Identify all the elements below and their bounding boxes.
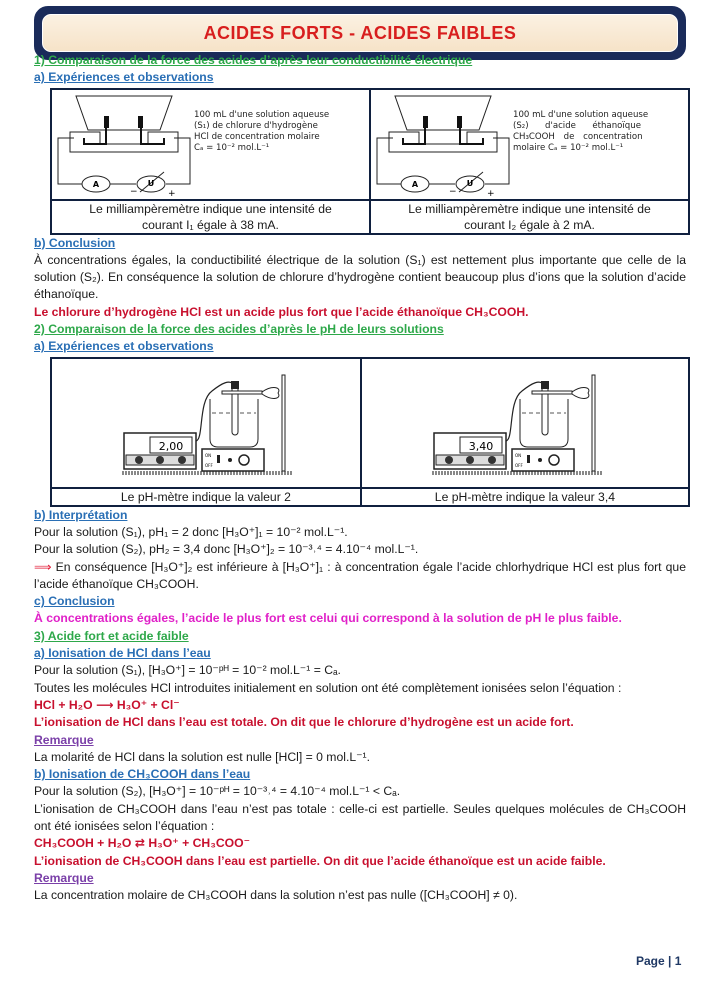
- section-1-heading: 1) Comparaison de la force des acides d’après leur conductibilité électrique: [34, 53, 473, 67]
- support-stand: [592, 375, 595, 471]
- implies-arrow-icon: ⟹: [34, 559, 52, 574]
- knob: [466, 456, 474, 464]
- voltmeter-label: U: [147, 178, 155, 188]
- ammeter-label: A: [92, 179, 100, 189]
- ph-meter-reading: 2,00: [158, 439, 184, 453]
- knob: [135, 456, 143, 464]
- caption-line: courant I₂ égale à 2 mA.: [464, 217, 595, 232]
- knob: [488, 456, 496, 464]
- probe-clamp: [532, 391, 572, 394]
- experiment-1-caption: [51, 200, 370, 234]
- plus-sign: +: [487, 188, 495, 197]
- hcl-equation: HCl + H₂O ⟶ H₃O⁺ + Cl⁻: [34, 697, 180, 712]
- desc-line: Cₐ = 10⁻² mol.L⁻¹: [194, 142, 270, 153]
- section-2b-heading: b) Interprétation: [34, 507, 128, 522]
- knob: [156, 456, 164, 464]
- acetic-line-2: L’ionisation de CH₃COOH dans l’eau n’est pas totale : celle-ci est partielle. Seules quelques molécules de CH₃COOH ont été ionisées selon l’équation :: [34, 801, 686, 834]
- clamp-holder: [572, 387, 589, 398]
- desc-line: (S₁) de chlorure d'hydrogène: [194, 120, 318, 131]
- electrolysis-vessel: [70, 132, 178, 152]
- ammeter-label: A: [411, 179, 419, 189]
- electrode-top-left: [423, 116, 428, 128]
- indicator-light: [228, 458, 232, 462]
- ph-probe-cap: [541, 381, 549, 389]
- section-3b-heading: b) Ionisation de CH₃COOH dans l’eau: [34, 767, 251, 782]
- knob: [445, 456, 453, 464]
- knob: [178, 456, 186, 464]
- stirrer-knob: [239, 455, 249, 465]
- hcl-line-1: Pour la solution (S₁), [H₃O⁺] = 10⁻ᵖᴴ = 10⁻² mol.L⁻¹ = Cₐ.: [34, 663, 341, 678]
- conductivity-circuit-diagram-2: [373, 92, 513, 197]
- section-2-conclusion: À concentrations égales, l’acide le plus fort est celui qui correspond à la solution de pH le plus faible.: [34, 611, 622, 626]
- section-1a-heading: a) Expériences et observations: [34, 70, 214, 85]
- off-label: OFF: [514, 462, 523, 468]
- ph-meter-setup-2: [432, 361, 612, 485]
- power-switch: [527, 455, 530, 463]
- remark-heading-2: Remarque: [34, 870, 94, 885]
- clamp-holder: [262, 387, 279, 398]
- interpretation-line-2: Pour la solution (S₂), pH₂ = 3,4 donc [H₃O⁺]₂ = 10⁻³˒⁴ = 4.10⁻⁴ mol.L⁻¹.: [34, 542, 419, 557]
- power-switch: [217, 455, 220, 463]
- desc-line: HCl de concentration molaire: [194, 131, 320, 142]
- ph-experiments-table: [50, 357, 690, 507]
- experiment-1-description: [194, 110, 346, 154]
- desc-line: CH₃COOH de concentration: [513, 131, 643, 142]
- caption-line: Le milliampèremètre indique une intensité de: [89, 201, 332, 216]
- interpretation-line-3-text: En conséquence [H₃O⁺]₂ est inférieure à [H₃O⁺]₁ : à concentration égale l’acide chlorhydrique HCl est plus fort que l’acide éthanoïque CH₃COOH.: [34, 559, 686, 591]
- conductivity-circuit-diagram-1: [54, 92, 194, 197]
- remark-1-text: La molarité de HCl dans la solution est nulle [HCl] = 0 mol.L⁻¹.: [34, 749, 370, 764]
- ph-meter-setup-1: [122, 361, 302, 485]
- interpretation-line-1: Pour la solution (S₁), pH₁ = 2 donc [H₃O⁺]₁ = 10⁻² mol.L⁻¹.: [34, 524, 348, 539]
- section-3-heading: 3) Acide fort et acide faible: [34, 628, 189, 643]
- electrode-top-left: [104, 116, 109, 128]
- ph-experiment-1-figure: [51, 358, 361, 488]
- page-title: ACIDES FORTS - ACIDES FAIBLES: [203, 22, 517, 43]
- section-2-heading: 2) Comparaison de la force des acides d’après le pH de leurs solutions: [34, 322, 444, 337]
- electrode-holder: [395, 96, 491, 130]
- plus-sign: +: [168, 188, 176, 197]
- experiment-2-figure: [370, 89, 689, 200]
- desc-line: 100 mL d'une solution aqueuse: [194, 109, 330, 120]
- on-label: ON: [514, 452, 521, 458]
- probe-clamp: [222, 391, 262, 394]
- acetic-conclusion: L’ionisation de CH₃COOH dans l’eau est partielle. On dit que l’acide éthanoïque est un acide faible.: [34, 853, 606, 868]
- electrode-holder: [76, 96, 172, 130]
- electrode-top-right: [138, 116, 143, 128]
- section-2c-heading: c) Conclusion: [34, 594, 115, 609]
- experiment-1-figure: [51, 89, 370, 200]
- minus-sign: −: [130, 186, 138, 197]
- section-3a-heading: a) Ionisation de HCl dans l’eau: [34, 646, 211, 661]
- experiment-2-caption: [370, 200, 689, 234]
- on-label: ON: [205, 452, 212, 458]
- electrode-top-right: [457, 116, 462, 128]
- page-number: Page | 1: [636, 954, 682, 968]
- support-stand: [282, 375, 285, 471]
- ph-meter-reading: 3,40: [468, 439, 494, 453]
- hcl-line-2: Toutes les molécules HCl introduites initialement en solution ont été complètement ionisées selon l’équation :: [34, 680, 622, 695]
- voltmeter-label: U: [466, 178, 474, 188]
- caption-line: Le milliampèremètre indique une intensité de: [408, 201, 651, 216]
- interpretation-line-3: [34, 559, 686, 594]
- off-label: OFF: [205, 462, 213, 468]
- desc-line: 100 mL d'une solution aqueuse: [513, 109, 649, 120]
- content: [34, 52, 686, 905]
- minus-sign: −: [449, 186, 457, 197]
- ph-experiment-2-figure: [361, 358, 689, 488]
- ph-probe-cap: [231, 381, 239, 389]
- desc-line: (S₂) d'acide éthanoïque: [513, 120, 641, 131]
- desc-line: molaire Cₐ = 10⁻² mol.L⁻¹: [513, 142, 624, 153]
- conductivity-experiments-table: [50, 88, 690, 235]
- ph-experiment-2-caption: Le pH-mètre indique la valeur 3,4: [361, 488, 689, 506]
- electrolysis-vessel: [389, 132, 497, 152]
- hcl-conclusion: L’ionisation de HCl dans l’eau est totale. On dit que le chlorure d’hydrogène est un acide fort.: [34, 715, 574, 730]
- section-1b-heading: b) Conclusion: [34, 235, 116, 250]
- section-1-conclusion-text: À concentrations égales, la conductibilité électrique de la solution (S₁) est nettement plus importante que celle de la solution (S₂). En conséquence la solution de chlorure d’hydrogène contient beaucoup plus d’ions que la solution d’acide éthanoïque.: [34, 252, 686, 302]
- ph-experiment-1-caption: Le pH-mètre indique la valeur 2: [51, 488, 361, 506]
- title-banner-inner: [42, 14, 678, 52]
- section-1-conclusion-bold: Le chlorure d’hydrogène HCl est un acide plus fort que l’acide éthanoïque CH₃COOH.: [34, 304, 529, 319]
- acetic-line-1: Pour la solution (S₂), [H₃O⁺] = 10⁻ᵖᴴ = 10⁻³˒⁴ = 4.10⁻⁴ mol.L⁻¹ < Cₐ.: [34, 784, 401, 799]
- caption-line: courant I₁ égale à 38 mA.: [142, 217, 279, 232]
- remark-2-text: La concentration molaire de CH₃COOH dans la solution n’est pas nulle ([CH₃COOH] ≠ 0).: [34, 888, 518, 903]
- acetic-equation: CH₃COOH + H₂O ⇄ H₃O⁺ + CH₃COO⁻: [34, 836, 251, 851]
- section-2a-heading: a) Expériences et observations: [34, 339, 214, 354]
- remark-heading-1: Remarque: [34, 732, 94, 747]
- stirrer-knob: [549, 455, 559, 465]
- indicator-light: [538, 458, 542, 462]
- experiment-2-description: [513, 110, 665, 154]
